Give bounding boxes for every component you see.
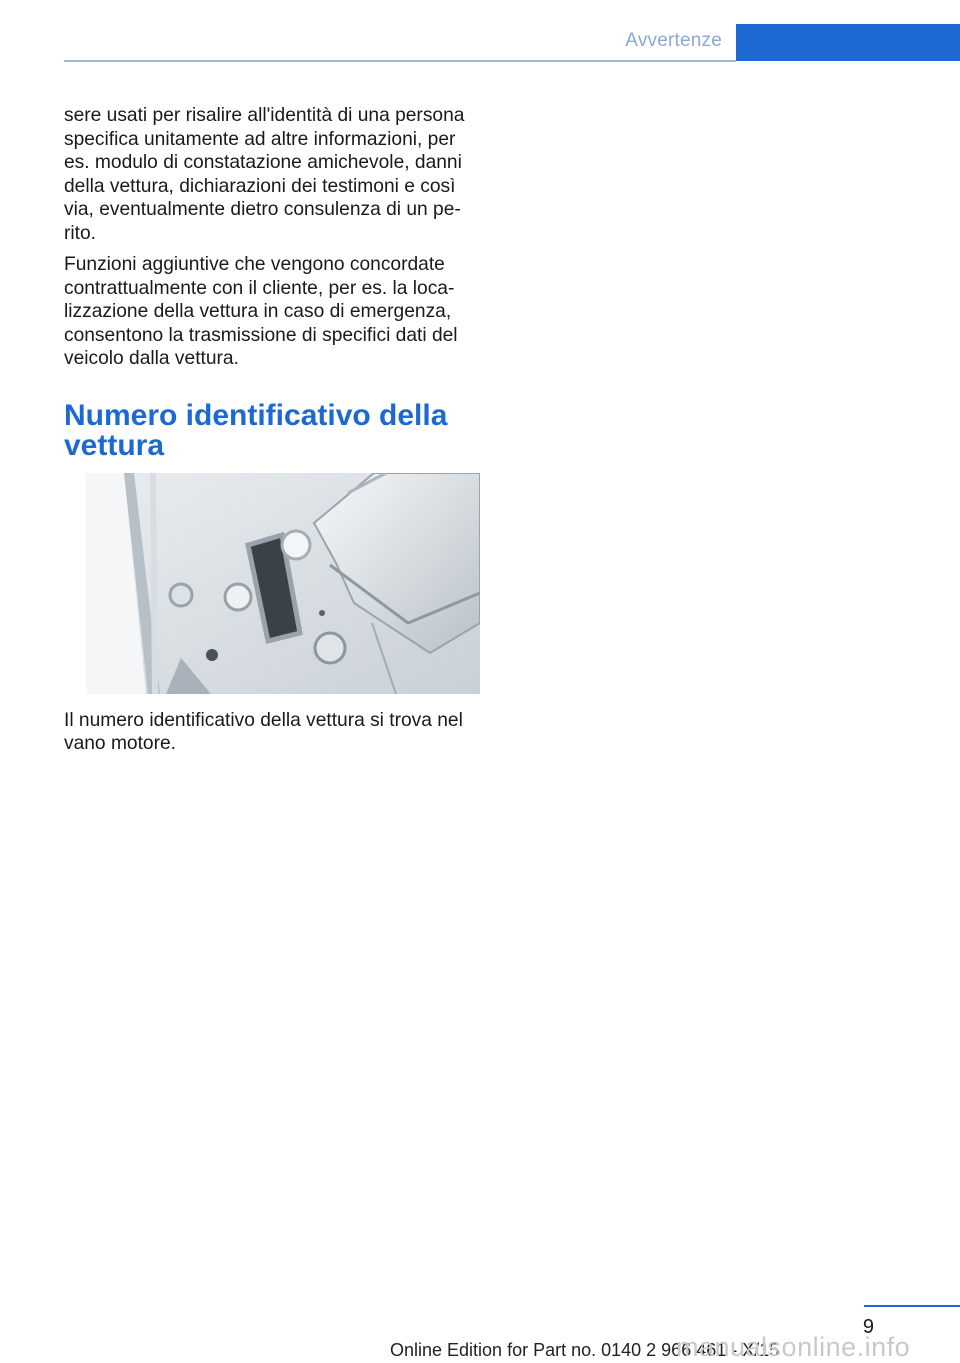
section-heading: Numero identificativo della vettura (64, 398, 448, 462)
paragraph-vin-location: Il numero identificativo della vettura si trova nel vano motore. (64, 709, 463, 754)
main-column (64, 104, 480, 764)
header-accent-block (736, 24, 960, 61)
page-number: 9 (862, 1316, 874, 1338)
paragraph-additional-functions: Funzioni aggiuntive che vengono concordate contrattualmente con il cliente, per es. la localizzazione della vettura in caso di emergenza, consentono la trasmissione di specifici dati del veicolo dalla vettura. (64, 254, 458, 369)
header-section-title: Avvertenze (625, 30, 722, 51)
engine-compartment-vin-illustration-icon (86, 473, 480, 694)
paragraph-continuation: sere usati per risalire all'identità di una persona specifica unitamente ad altre informazioni, per es. modulo di constatazione amichevole, danni della vettura, dichiarazioni dei testimoni e così via, eventualmente dietro consulenza di un perito. (64, 105, 465, 244)
header-rule (64, 60, 736, 62)
watermark: manualsonline.info (676, 1332, 911, 1362)
edition-footer: Online Edition for Part no. 0140 2 966 461 - X/15 (390, 1340, 780, 1360)
footer-rule (864, 1305, 960, 1307)
